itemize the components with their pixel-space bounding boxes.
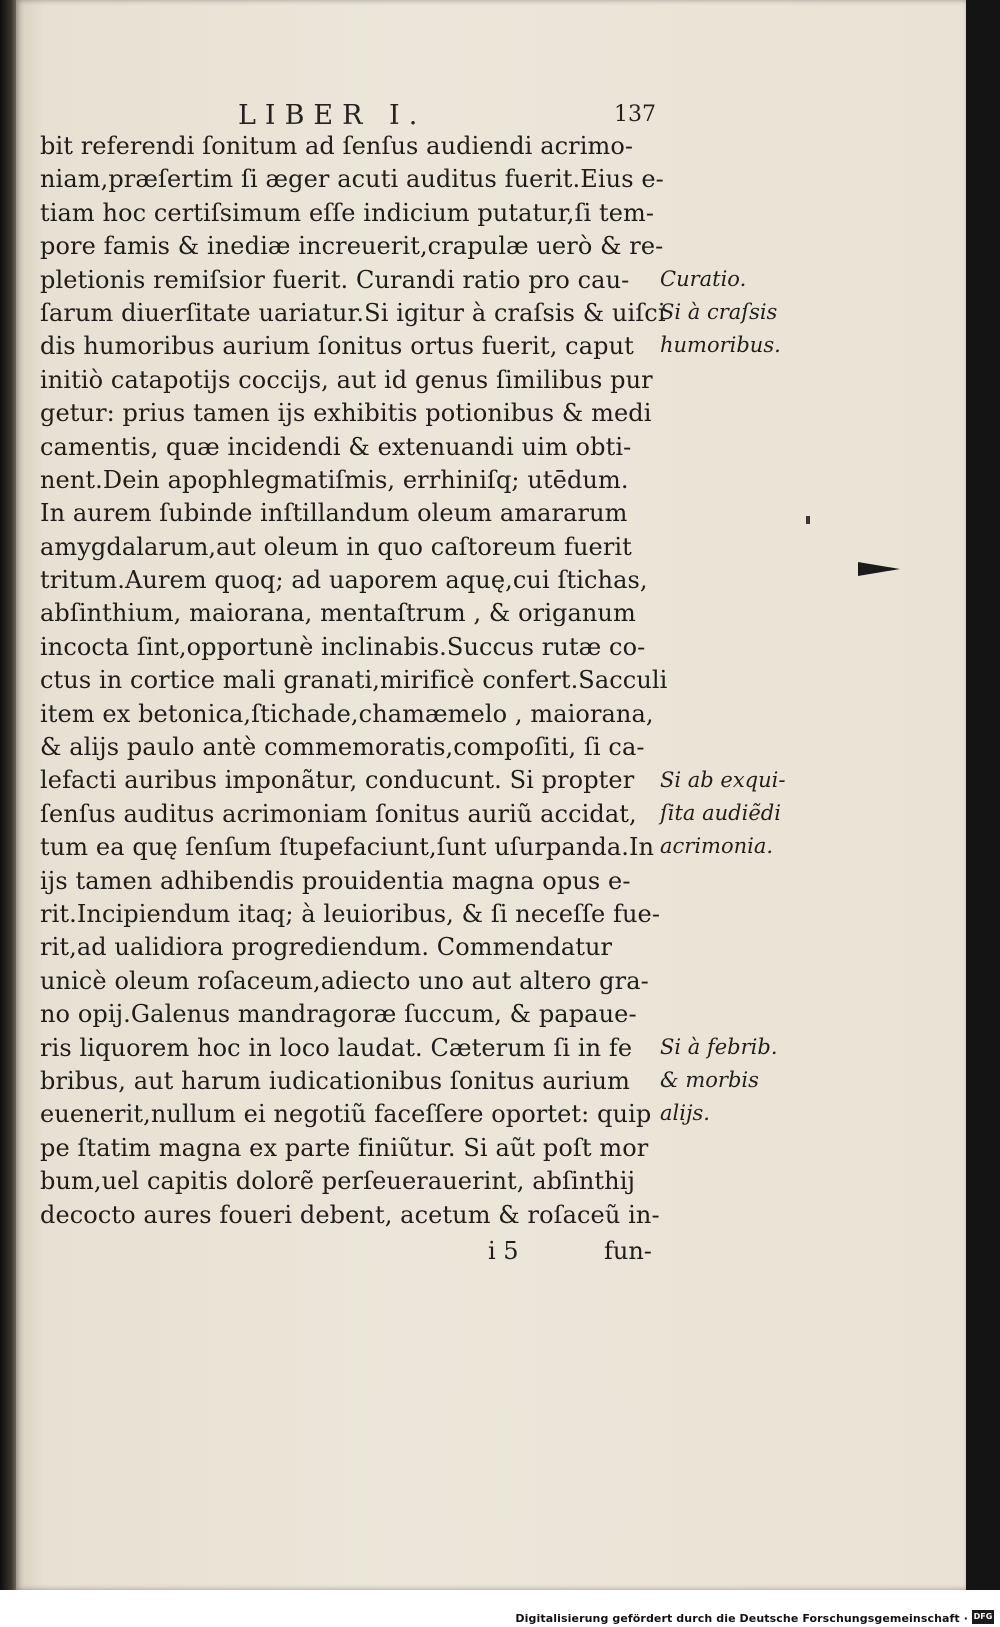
dfg-logo: DFG	[972, 1610, 994, 1624]
text-line: In aurem ſubinde inſtillandum oleum amararum	[40, 499, 628, 528]
signature-mark: i 5	[488, 1237, 519, 1265]
text-line: ris liquorem hoc in loco laudat. Cæterum ſi in fe	[40, 1033, 633, 1062]
text-line: lefacti auribus imponãtur, conducunt. Si propter	[40, 766, 635, 795]
margin-note-morbis: & morbis	[660, 1068, 759, 1092]
ink-spot	[806, 516, 810, 524]
margin-note-curatio: Curatio.	[660, 267, 747, 291]
text-line: dis humoribus aurium ſonitus ortus fuerit, caput	[40, 332, 634, 361]
text-line: getur: prius tamen ijs exhibitis potionibus & medi	[40, 399, 652, 428]
text-line: camentis, quæ incidendi & extenuandi uim obti-	[40, 432, 632, 461]
text-line: ctus in cortice mali granati,mirificè confert.Sacculi	[40, 666, 668, 695]
scan-border-left	[0, 0, 16, 1590]
text-line: tiam hoc certiſsimum eſſe indicium putatur,ſi tem-	[40, 198, 655, 227]
margin-note-humoribus: humoribus.	[660, 333, 781, 357]
text-line: decocto aures foueri debent, acetum & roſaceũ in-	[40, 1200, 660, 1229]
text-line: tritum.Aurem quoq; ad uaporem aquę,cui ſtichas,	[40, 566, 648, 595]
text-line: item ex betonica,ſtichade,chamæmelo , maiorana,	[40, 699, 654, 728]
text-line: bum,uel capitis dolorẽ perſeuerauerint, abſinthij	[40, 1167, 636, 1196]
margin-note-alijs: alijs.	[660, 1101, 710, 1125]
text-line: pe ſtatim magna ex parte finiũtur. Si aũt poſt mor	[40, 1133, 649, 1162]
scan-border-right	[966, 0, 1000, 1590]
text-line: euenerit,nullum ei negotiũ faceſſere oportet: quip	[40, 1100, 652, 1129]
text-line: no opij.Galenus mandragoræ ſuccum, & papaue-	[40, 1000, 637, 1029]
text-line: ſenſus auditus acrimoniam ſonitus auriũ accidat,	[40, 799, 637, 828]
text-line: niam,præſertim ſi æger acuti auditus fuerit.Eius e-	[40, 165, 664, 194]
text-line: tum ea quę ſenſum ſtupefaciunt,ſunt uſurpanda.In	[40, 833, 655, 862]
text-line: bribus, aut harum iudicationibus ſonitus aurium	[40, 1066, 630, 1095]
text-line: pore famis & inediæ increuerit,crapulæ uerò & re-	[40, 232, 664, 261]
text-line: nent.Dein apophlegmatiſmis, errhiniſq; utēdum.	[40, 465, 629, 494]
text-line: incocta ſint,opportunè inclinabis.Succus rutæ co-	[40, 632, 646, 661]
text-line: pletionis remiſsior fuerit. Curandi ratio pro cau-	[40, 265, 630, 294]
catchword-line	[0, 1237, 980, 1271]
margin-note-acrimonia: acrimonia.	[660, 834, 774, 858]
page-tab-marker	[858, 562, 900, 576]
catchword: fun-	[604, 1237, 652, 1265]
funding-credit: Digitalisierung gefördert durch die Deutsche Forschungsgemeinschaft ·	[515, 1612, 968, 1625]
margin-note-audiendi: ſita audiẽdi	[660, 801, 781, 825]
running-head: LIBER I.	[238, 100, 427, 131]
text-line: bit referendi ſonitum ad ſenſus audiendi acrimo-	[40, 132, 634, 160]
folio-number: 137	[614, 102, 656, 127]
text-line: ſarum diuerſitate uariatur.Si igitur à craſsis & uiſci	[40, 298, 666, 327]
main-text-block	[40, 130, 680, 1232]
text-line: rit,ad ualidiora progrediendum. Commendatur	[40, 933, 613, 962]
text-line: unicè oleum roſaceum,adiecto uno aut altero gra-	[40, 966, 649, 995]
margin-note-crassis: Si à craſsis	[660, 300, 778, 324]
margin-note-febribus: Si à febrib.	[660, 1035, 778, 1059]
text-line: & alijs paulo antè commemoratis,compoſiti, ſi ca-	[40, 733, 645, 762]
text-line: amygdalarum,aut oleum in quo caſtoreum fuerit	[40, 532, 632, 561]
text-line: ijs tamen adhibendis prouidentia magna opus e-	[40, 866, 631, 895]
text-line: abſinthium, maiorana, mentaſtrum , & origanum	[40, 599, 636, 628]
text-line: initiò catapotijs coccijs, aut id genus ſimilibus pur	[40, 365, 653, 394]
text-line: rit.Incipiendum itaq; à leuioribus, & ſi neceſſe fue-	[40, 899, 661, 928]
margin-note-exquisita: Si ab exqui-	[660, 768, 786, 792]
